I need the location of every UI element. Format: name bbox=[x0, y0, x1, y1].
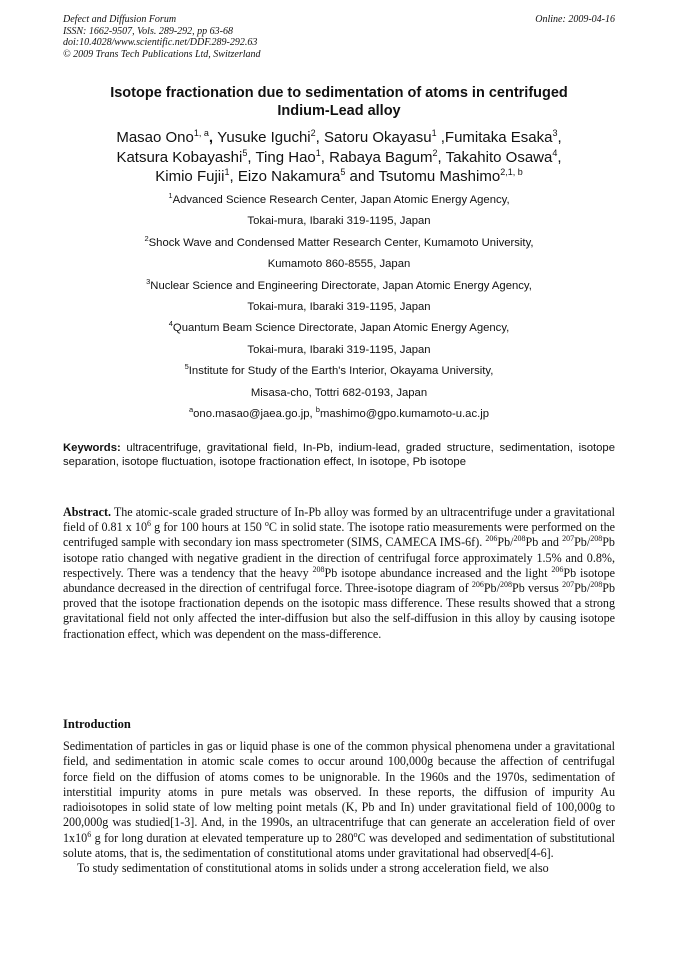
introduction-body bbox=[63, 739, 615, 877]
keywords-label: Keywords: bbox=[63, 442, 121, 454]
author-name: Tsutomu Mashimo bbox=[378, 168, 501, 185]
keywords-block bbox=[63, 441, 615, 469]
affiliation-4 bbox=[60, 318, 618, 361]
paragraph: To study sedimentation of constitutional atoms in solids under a strong acceleration field, we also bbox=[77, 861, 549, 876]
author-affil-sup: 1 bbox=[315, 147, 321, 158]
affil-number: 5 bbox=[184, 362, 189, 372]
abstract-block: Abstract. The atomic-scale graded structure of In-Pb alloy was formed by an ultracentrifuge under a gravitational field of 0.81 x $10^6$ g for 100 hours at 150 $^o$C in solid state. The isotope ratio measurements were performed on the centrifuged sample with secondary ion mass spectrometer (SIMS, CAMECA IMS-6f). $^{206}$Pb/$^{208}$Pb and $^{207}$Pb/$^{208}$Pb isotope ratio changed with negative gradient in the direction of centrifugal force approximately 1.5% and 0.8%, respectively. There was a tendency that the heavy $^{208}$Pb isotope abundance increased and the light $^{206}$Pb isotope abundance decreased in the direction of centrifugal force. Three-isotope diagram of $^{206}$Pb/$^{208}$Pb versus $^{207}$Pb/$^{208}$Pb proved that the isotope fractionation depends on the isotopic mass difference. These results showed that a strong gravitational field not only affected the inter-diffusion but also the self-diffusion in this alloy by causing isotope fractionation effect, which was dependent on the mass-difference. bbox=[63, 505, 615, 641]
author-affil-sup: 5 bbox=[242, 147, 248, 158]
author-line-2: Katsura Kobayashi$^5$, Ting Hao$^1$, Rabaya Bagum$^2$, Takahito Osawa$^4$, bbox=[116, 147, 562, 166]
online-date: Online: 2009-04-16 bbox=[535, 14, 615, 25]
author-name: Eizo Nakamura bbox=[237, 168, 341, 185]
affil-line: Tokai-mura, Ibaraki 319-1195, Japan bbox=[247, 301, 431, 314]
affiliation-1 bbox=[60, 190, 618, 233]
affil-number: 4 bbox=[168, 319, 173, 329]
affiliation-3 bbox=[60, 276, 618, 319]
author-affil-sup: 4 bbox=[552, 147, 558, 158]
affil-line: Shock Wave and Condensed Matter Research Center, Kumamoto University, bbox=[148, 236, 534, 249]
affil-number: 2 bbox=[144, 234, 149, 244]
affil-line: Nuclear Science and Engineering Directorate, Japan Atomic Energy Agency, bbox=[150, 279, 532, 292]
author-affil-sup: 2 bbox=[432, 147, 438, 158]
title-line-2: Indium-Lead alloy bbox=[277, 103, 401, 119]
issn-line: ISSN: 1662-9507, Vols. 289-292, pp 63-68 bbox=[63, 25, 233, 37]
author-name: Katsura Kobayashi bbox=[116, 148, 243, 166]
keywords-text: ultracentrifuge, gravitational field, In-Pb, indium-lead, graded structure, sedimentation, isotope separation, isotope fluctuation, isotope fractionation effect, In isotope, Pb isotope bbox=[63, 442, 615, 468]
author-name: Masao Ono bbox=[116, 129, 194, 146]
author-name: Satoru Okayasu bbox=[324, 129, 432, 146]
author-affil-sup: 2 bbox=[310, 128, 316, 138]
author-name: Fumitaka Esaka bbox=[444, 129, 553, 146]
author-affil-sup: 1 bbox=[431, 128, 437, 138]
email-link[interactable]: ono.masao@jaea.go.jp bbox=[193, 408, 310, 421]
author-line-3: Kimio Fujii$^1$, Eizo Nakamura$^5$ and Tsutomu Mashimo$^{2,1, b}$ bbox=[155, 167, 523, 185]
affiliation-list bbox=[60, 190, 618, 425]
affiliation-2 bbox=[60, 233, 618, 276]
author-affil-sup: 1 bbox=[224, 167, 230, 177]
affil-number: 3 bbox=[146, 276, 151, 286]
affil-line: Tokai-mura, Ibaraki 319-1195, Japan bbox=[247, 343, 431, 356]
author-name: Kimio Fujii bbox=[155, 168, 225, 185]
email-link[interactable]: mashimo@gpo.kumamoto-u.ac.jp bbox=[319, 408, 490, 421]
section-heading: Introduction bbox=[63, 717, 131, 731]
title-line-1: Isotope fractionation due to sedimentation of atoms in centrifuged bbox=[110, 85, 568, 101]
author-affil-sup: 2,1, b bbox=[500, 167, 523, 177]
journal-header bbox=[63, 14, 615, 60]
author-affil-sup: 3 bbox=[552, 128, 558, 138]
paper-title bbox=[60, 84, 618, 120]
author-list bbox=[60, 128, 618, 187]
copyright-line: © 2009 Trans Tech Publications Ltd, Switzerland bbox=[63, 48, 261, 60]
affil-line: Institute for Study of the Earth's Interior, Okayama University, bbox=[188, 365, 494, 378]
author-line-1: Masao Ono$^{1, a}$, Yusuke Iguchi$^2$, Satoru Okayasu$^1$ ,Fumitaka Esaka$^3$, bbox=[116, 128, 562, 146]
author-name: Yusuke Iguchi bbox=[217, 129, 311, 146]
affil-line: Kumamoto 860-8555, Japan bbox=[267, 258, 411, 271]
author-affil-sup: 1, a bbox=[193, 128, 209, 138]
doi-line: doi:10.4028/www.scientific.net/DDF.289-292.63 bbox=[63, 37, 258, 48]
affil-line: Tokai-mura, Ibaraki 319-1195, Japan bbox=[247, 215, 431, 228]
abstract-label: Abstract. bbox=[63, 505, 112, 519]
affil-line: Quantum Beam Science Directorate, Japan Atomic Energy Agency, bbox=[172, 322, 510, 335]
affil-line: Advanced Science Research Center, Japan Atomic Energy Agency, bbox=[172, 194, 510, 206]
affiliation-5 bbox=[60, 361, 618, 404]
author-name: Rabaya Bagum bbox=[329, 148, 433, 166]
email-line: $^a$ono.masao@jaea.go.jp, $^b$mashimo@gpo.kumamoto-u.ac.jp bbox=[188, 405, 490, 421]
paragraph: Sedimentation of particles in gas or liquid phase is one of the common physical phenomena under a gravitational field, and sedimentation in atomic scale comes to occur around 100,000g because the affection of centrifugal force field on the diffusion of atoms comes to be unignorable. In the 1960s and the 1970s, sedimentation of interstitial impurity atoms in pure metals was observed. In these reports, the diffusion of impurity Au radioisotopes in solid state of low melting point metals (K, Pb and In) under gravitational field of 100,000g to 200,000g was studied[1-3]. And, in the 1990s, an ultracentrifuge that can generate an acceleration field of over $1x10^6$ g for long duration at elevated temperature up to 280$^o$C was developed and sedimentation of substitutional solute atoms, that is, the sedimentation of constitutional atoms under gravitational had observed[4-6]. bbox=[63, 739, 615, 861]
author-name: Takahito Osawa bbox=[445, 148, 553, 166]
author-name: Ting Hao bbox=[255, 148, 316, 166]
journal-name: Defect and Diffusion Forum bbox=[63, 14, 177, 25]
affil-number: 1 bbox=[168, 191, 173, 201]
affil-line: Misasa-cho, Tottri 682-0193, Japan bbox=[250, 386, 428, 399]
author-affil-sup: 5 bbox=[340, 167, 346, 177]
